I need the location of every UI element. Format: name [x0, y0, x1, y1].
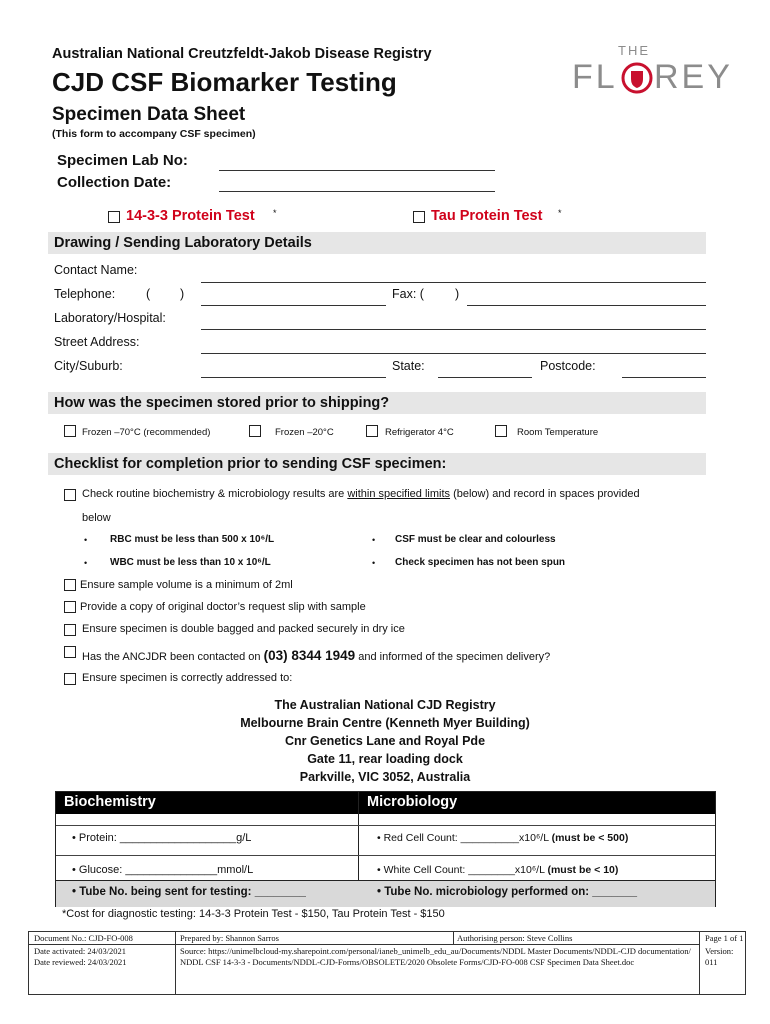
version: Version: 011: [705, 946, 734, 967]
check-contacted-text: [82, 648, 550, 663]
bullet: •: [84, 558, 88, 568]
telephone-paren-open: (: [146, 287, 151, 301]
wcc-text: • White Cell Count: ________x10⁶/L: [377, 864, 545, 876]
storage-frozen70-label: Frozen –70°C (recommended): [82, 427, 211, 438]
tube-micro-field[interactable]: • Tube No. microbiology performed on: _______: [377, 886, 638, 898]
address-line-4: Gate 11, rear loading dock: [307, 752, 463, 766]
registry-name: Australian National Creutzfeldt-Jakob Disease Registry: [52, 46, 432, 62]
collection-date-label: Collection Date:: [57, 174, 172, 191]
results-row-divider: [56, 825, 715, 826]
address-line-1: The Australian National CJD Registry: [274, 698, 496, 712]
rbc-requirement: RBC must be less than 500 x 10⁶/L: [110, 534, 275, 545]
telephone-label: Telephone:: [54, 287, 116, 301]
microbiology-header: Microbiology: [367, 794, 458, 810]
city-field[interactable]: [201, 377, 386, 378]
logo-text-left: FL: [572, 58, 618, 96]
laboratory-field[interactable]: [201, 329, 706, 330]
storage-fridge-checkbox[interactable]: [366, 425, 378, 437]
check-biochem-text-underline: within specified limits: [347, 488, 451, 500]
contact-name-label: Contact Name:: [54, 263, 138, 277]
address-line-2: Melbourne Brain Centre (Kenneth Myer Building): [240, 716, 530, 730]
not-spun-requirement: Check specimen has not been spun: [395, 557, 566, 568]
check-request-slip-checkbox[interactable]: [64, 601, 76, 613]
protein-asterisk: *: [273, 208, 277, 218]
check-biochem-text-a: Check routine biochemistry & microbiology results are: [82, 488, 348, 500]
prepared-by: Prepared by: Shannon Sarros: [180, 933, 279, 943]
postcode-label: Postcode:: [540, 359, 596, 373]
wcc-limit: (must be < 10): [547, 864, 619, 876]
telephone-field[interactable]: [201, 305, 386, 306]
document-footer: [28, 931, 746, 995]
white-cell-count-field[interactable]: [377, 864, 618, 876]
state-label: State:: [392, 359, 425, 373]
fax-label: Fax: (: [392, 287, 424, 301]
street-address-label: Street Address:: [54, 335, 140, 349]
protein-field[interactable]: • Protein: ___________________g/L: [72, 832, 252, 844]
check-packed-checkbox[interactable]: [64, 624, 76, 636]
document-number: Document No.: CJD-FO-008: [34, 933, 133, 943]
date-activated: Date activated: 24/03/2021: [34, 946, 127, 956]
bullet: •: [372, 558, 376, 568]
results-row-divider: [56, 855, 715, 856]
shield-icon: [621, 61, 653, 95]
checklist-heading: Checklist for completion prior to sending CSF specimen:: [54, 456, 447, 472]
red-cell-count-field[interactable]: [377, 832, 628, 844]
cost-note: *Cost for diagnostic testing: 14-3-3 Protein Test - $150, Tau Protein Test - $150: [62, 908, 445, 920]
storage-fridge-label: Refrigerator 4°C: [385, 427, 454, 438]
check-biochem-checkbox[interactable]: [64, 489, 76, 501]
protein-test-checkbox[interactable]: [108, 211, 120, 223]
logo-the: THE: [618, 43, 650, 58]
collection-date-field[interactable]: [219, 191, 495, 192]
results-table: [55, 791, 716, 907]
fax-paren-close: ): [455, 287, 460, 301]
tau-test-label: Tau Protein Test: [431, 208, 543, 224]
check-address-text: Ensure specimen is correctly addressed to:: [82, 672, 293, 684]
street-address-field[interactable]: [201, 353, 706, 354]
storage-frozen20-checkbox[interactable]: [249, 425, 261, 437]
protein-test-label: 14-3-3 Protein Test: [126, 208, 255, 224]
source-path: Source: https://unimelbcloud-my.sharepoint.com/personal/ianeb_unimelb_edu_au/Documents/NDDL Master Documents/NDDL-CJD documentation/NDDL CSF 14-3-3 - Documents/NDDL-CJD-Forms/OBSOLETE/2020 Obsolete Forms/CJD-FO-008 CSF Specimen Data Sheet.doc: [180, 946, 691, 967]
tau-asterisk: *: [558, 208, 562, 218]
biochemistry-header: Biochemistry: [64, 794, 156, 810]
laboratory-label: Laboratory/Hospital:: [54, 311, 166, 325]
contact-name-field[interactable]: [201, 282, 706, 283]
check-biochem-text-c: below: [82, 512, 111, 524]
footer-divider: [175, 932, 176, 994]
storage-frozen70-checkbox[interactable]: [64, 425, 76, 437]
check-request-slip-text: Provide a copy of original doctor’s request slip with sample: [80, 601, 366, 613]
form-subtitle: Specimen Data Sheet: [52, 104, 246, 125]
glucose-field[interactable]: • Glucose: _______________mmol/L: [72, 864, 254, 876]
ancjdr-phone: (03) 8344 1949: [263, 648, 356, 663]
lab-no-field[interactable]: [219, 170, 495, 171]
state-field[interactable]: [438, 377, 532, 378]
authorising-person: Authorising person: Steve Collins: [457, 933, 573, 943]
check-volume-text: Ensure sample volume is a minimum of 2ml: [80, 579, 293, 591]
storage-room-checkbox[interactable]: [495, 425, 507, 437]
check-contacted-checkbox[interactable]: [64, 646, 76, 658]
bullet: •: [84, 535, 88, 545]
form-title: CJD CSF Biomarker Testing: [52, 67, 397, 97]
wbc-requirement: WBC must be less than 10 x 10⁶/L: [110, 557, 271, 568]
page-number: Page 1 of 1: [705, 933, 744, 943]
rcc-limit: (must be < 500): [551, 832, 629, 844]
lab-details-heading: Drawing / Sending Laboratory Details: [54, 235, 312, 251]
check-contacted-text-a: Has the ANCJDR been contacted on: [82, 651, 264, 663]
footer-divider: [29, 944, 699, 945]
registry-address: [0, 696, 770, 786]
accompany-note: (This form to accompany CSF specimen): [52, 128, 256, 140]
storage-room-label: Room Temperature: [517, 427, 599, 438]
storage-frozen20-label: Frozen –20°C: [275, 427, 334, 438]
bullet: •: [372, 535, 376, 545]
check-biochem-text: [82, 488, 640, 500]
city-label: City/Suburb:: [54, 359, 123, 373]
footer-divider: [699, 932, 700, 994]
check-address-checkbox[interactable]: [64, 673, 76, 685]
florey-logo: [572, 42, 732, 98]
lab-no-label: Specimen Lab No:: [57, 152, 188, 169]
check-biochem-text-b: (below) and record in spaces provided: [450, 488, 640, 500]
check-packed-text: Ensure specimen is double bagged and packed securely in dry ice: [82, 623, 405, 635]
fax-field[interactable]: [467, 305, 706, 306]
address-line-5: Parkville, VIC 3052, Australia: [299, 770, 471, 784]
date-reviewed: Date reviewed: 24/03/2021: [34, 957, 127, 967]
tube-sent-field[interactable]: • Tube No. being sent for testing: ________: [72, 886, 306, 898]
address-line-3: Cnr Genetics Lane and Royal Pde: [284, 734, 486, 748]
check-contacted-text-b: and informed of the specimen delivery?: [355, 651, 551, 663]
csf-clear-requirement: CSF must be clear and colourless: [395, 534, 556, 545]
check-volume-checkbox[interactable]: [64, 579, 76, 591]
tau-test-checkbox[interactable]: [413, 211, 425, 223]
postcode-field[interactable]: [622, 377, 706, 378]
telephone-paren-close: ): [180, 287, 185, 301]
rcc-text: • Red Cell Count: __________x10⁶/L: [377, 832, 549, 844]
footer-divider: [453, 932, 454, 944]
storage-heading: How was the specimen stored prior to shipping?: [54, 395, 390, 411]
logo-text-right: REY: [654, 58, 733, 96]
